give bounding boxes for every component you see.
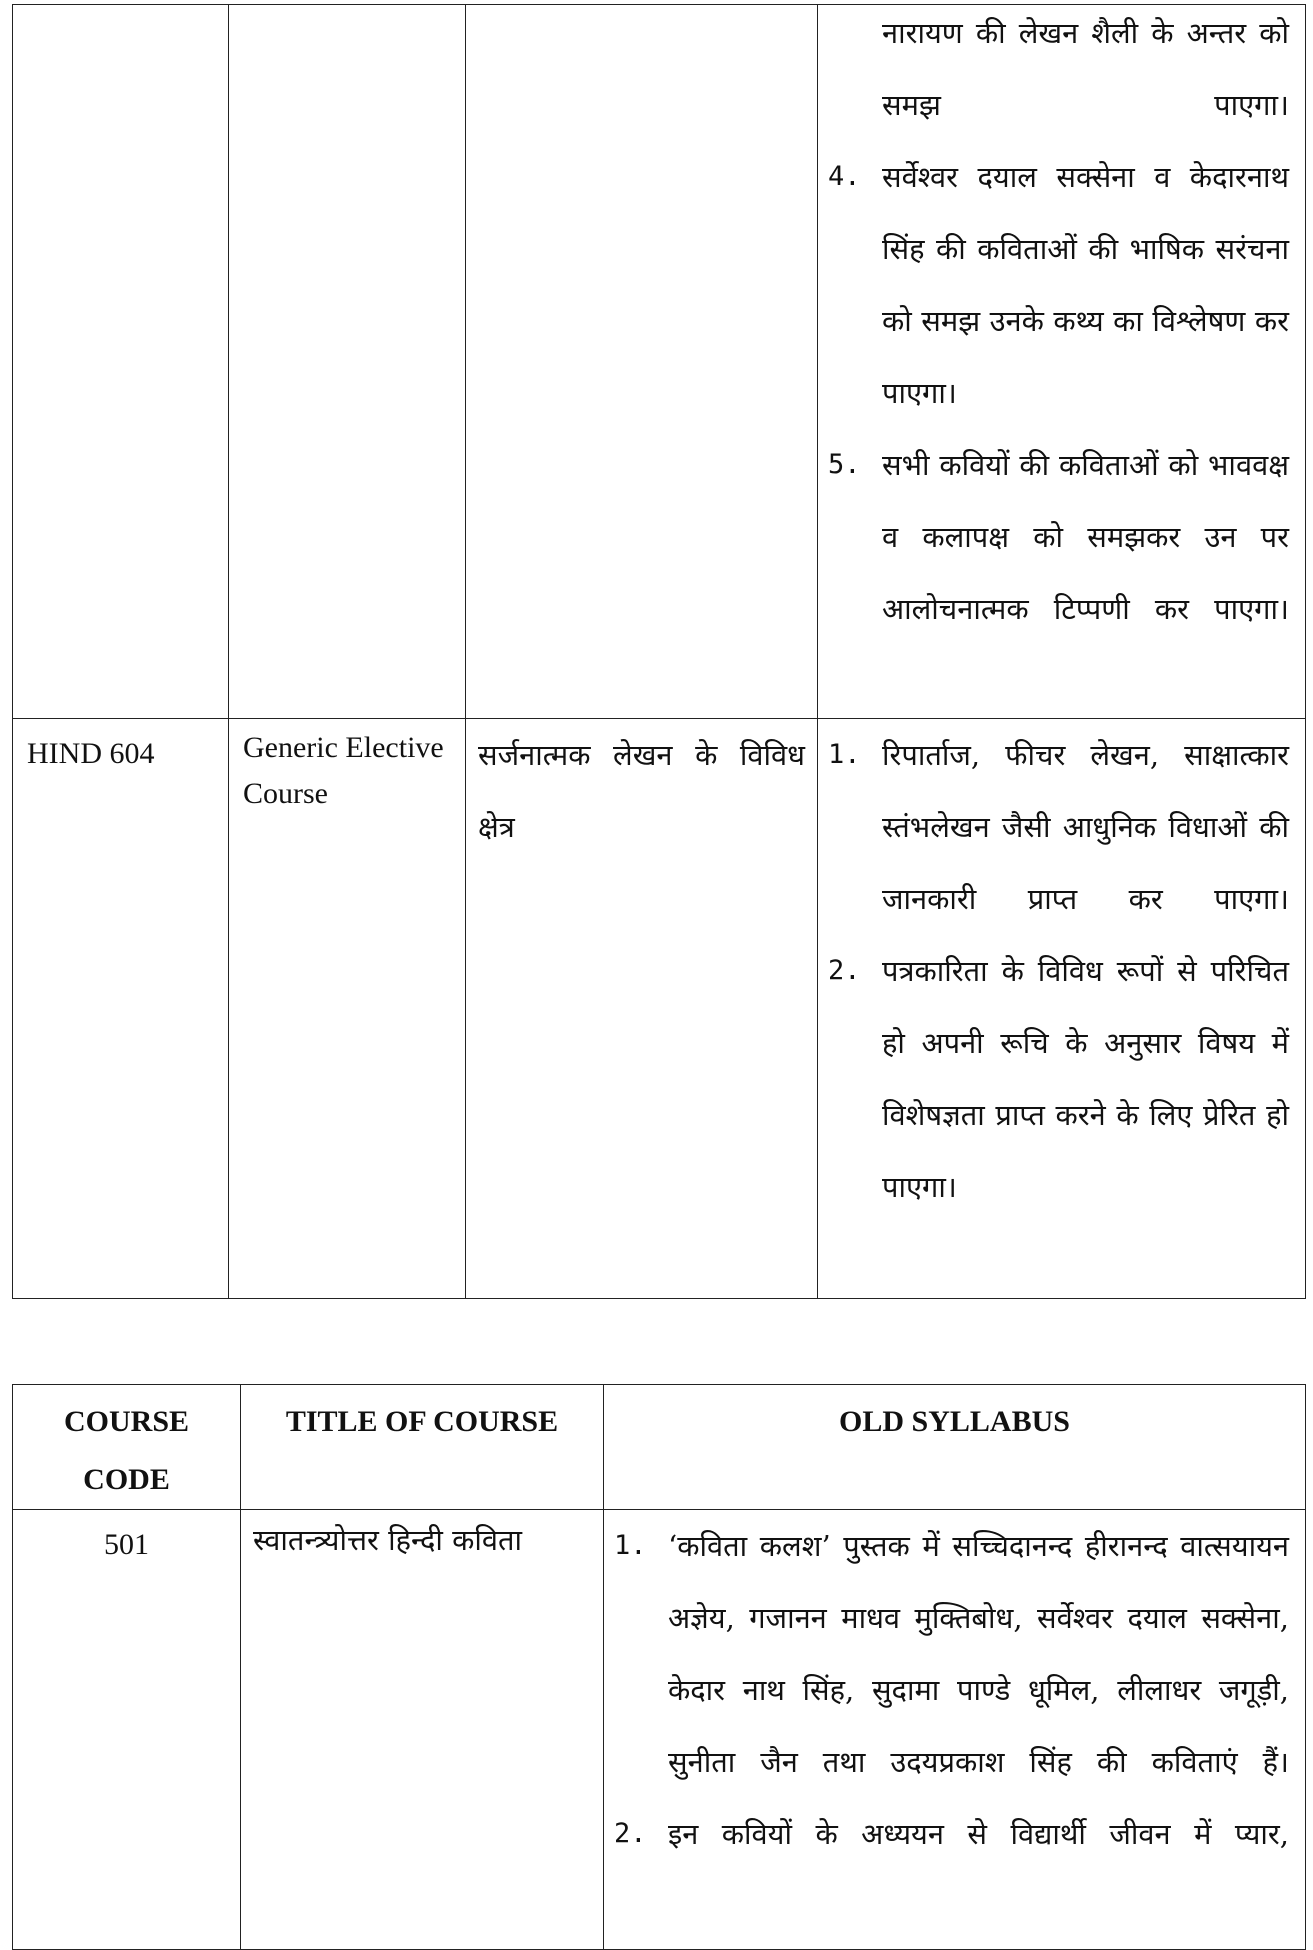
list-number: 1. [614,1530,647,1561]
list-item [818,935,1289,1223]
header-course-code-line2: CODE [83,1463,170,1496]
list-item [604,1510,1289,1798]
header-course-code-line1: COURSE [63,1405,190,1438]
table-row-501 [13,1510,1306,1950]
list-number: 4. [828,161,861,192]
list-text: सर्वेश्वर दयाल सक्सेना व केदारनाथ सिंह की कविताओं की भाषिक सरंचना को समझ उनके कथ्य का विश्लेषण कर पाएगा। [882,160,1289,410]
list-item [818,719,1289,935]
list-number: 2. [828,955,861,986]
list-text: रिपार्ताज, फीचर लेखन, साक्षात्कार स्तंभलेखन जैसी आधुनिक विधाओं की जानकारी प्राप्त कर पाएगा। [882,738,1289,916]
cell-empty-title [466,5,818,719]
course-title: सर्जनात्मक लेखन के विविध क्षेत्र [466,719,818,1299]
list-number: 2. [614,1818,647,1849]
list-number: 5. [828,449,861,480]
table-row-continued [13,5,1306,719]
outcomes-table [12,4,1306,1299]
table-header-row [13,1385,1306,1510]
old-syllabus-table [12,1384,1306,1950]
continued-outcome-list [818,141,1289,645]
header-course-code [13,1385,241,1510]
list-item [604,1798,1289,1870]
cell-continued-outcomes [818,5,1306,719]
course-title: स्वातन्त्र्योत्तर हिन्दी कविता [241,1510,604,1950]
list-text: ‘कविता कलश’ पुस्तक में सच्चिदानन्द हीरानन्द वात्सयायन अज्ञेय, गजानन माधव मुक्तिबोध, सर्वेश्वर दयाल सक्सेना, केदार नाथ सिंह, सुदामा पाण्डे धूमिल, लीलाधर जगूड़ी, सुनीता जैन तथा उदयप्रकाश सिंह की कविताएं हैं। [668,1529,1289,1779]
header-title: TITLE OF COURSE [241,1385,604,1510]
syllabus-list [604,1510,1289,1870]
cell-empty-type [229,5,466,719]
list-text: पत्रकारिता के विविध रूपों से परिचित हो अपनी रूचि के अनुसार विषय में विशेषज्ञता प्राप्त करने के लिए प्रेरित हो पाएगा। [882,954,1289,1204]
course-code: 501 [13,1510,241,1950]
cell-syllabus [604,1510,1306,1950]
header-syllabus: OLD SYLLABUS [604,1385,1306,1510]
continued-outcome-text: नारायण की लेखन शैली के अन्तर को समझ पाएगा। [882,16,1289,122]
list-text: इन कवियों के अध्ययन से विद्यार्थी जीवन में प्यार, [668,1817,1289,1851]
cell-empty-code [13,5,229,719]
list-number: 1. [828,739,861,770]
list-item [818,141,1289,429]
list-item [818,429,1289,645]
table-row-hind604 [13,719,1306,1299]
list-text: सभी कवियों की कविताओं को भाववक्ष व कलापक्ष को समझकर उन पर आलोचनात्मक टिप्पणी कर पाएगा। [882,448,1289,626]
outcome-list [818,719,1289,1223]
cell-outcomes [818,719,1306,1299]
course-code: HIND 604 [13,719,229,1299]
course-type: Generic Elective Course [229,719,466,1299]
